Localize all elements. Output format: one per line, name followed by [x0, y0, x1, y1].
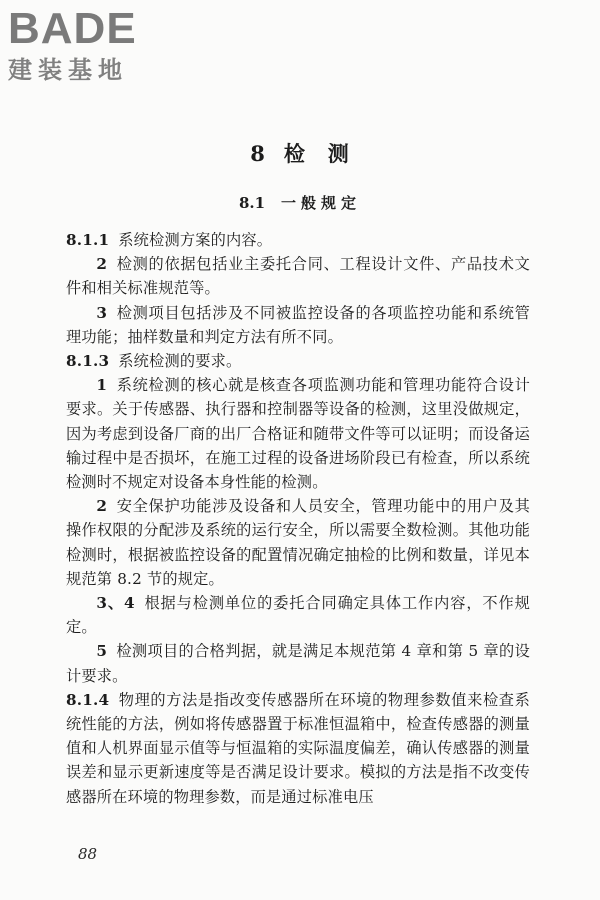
paragraph-text: 物理的方法是指改变传感器所在环境的物理参数值来检查系统性能的方法，例如将传感器置于标准恒温箱中，检查传感器的测量值和人机界面显示值等与恒温箱的实际温度偏差，确认传感器的测量误差和显示更新速度等是否满足设计要求。模拟的方法是指不改变传感器所在环境的物理参数，而是通过标准电压 [66, 690, 530, 806]
item-number: 3 [96, 303, 108, 322]
item-number: 2 [96, 255, 108, 274]
item-number: 5 [96, 642, 108, 661]
section-heading [0, 192, 600, 213]
item-number: 3、4 [96, 594, 135, 613]
section-title: 一般规定 [281, 194, 362, 212]
clause-number: 8.1.3 [66, 352, 110, 371]
paragraph-text: 根据与检测单位的委托合同确定具体工作内容，不作规定。 [66, 594, 530, 637]
paragraph-text: 检测的依据包括业主委托合同、工程设计文件、产品技术文件和相关标准规范等。 [66, 255, 530, 298]
body-text [66, 228, 530, 809]
chapter-title: 检 测 [283, 141, 350, 166]
item-number: 2 [96, 497, 108, 516]
clause-paragraph [66, 349, 530, 373]
paragraph-text: 检测项目包括涉及不同被监控设备的各项监控功能和系统管理功能；抽样数量和判定方法有所不同。 [66, 303, 530, 346]
clause-number: 8.1.1 [66, 231, 110, 249]
chapter-heading [0, 138, 600, 168]
paragraph-text: 检测项目的合格判据，就是满足本规范第 4 章和第 5 章的设计要求。 [66, 642, 530, 685]
item-paragraph [66, 373, 530, 494]
logo-mark: BADE [8, 4, 137, 53]
logo-subtitle: 建装基地 [8, 56, 128, 84]
page-number: 88 [78, 845, 98, 863]
paragraph-text: 系统检测的核心就是核查各项监测功能和管理功能符合设计要求。关于传感器、执行器和控制器等设备的检测，这里没做规定，因为考虑到设备厂商的出厂合格证和随带文件等可以证明；而设备运输过程中是否损坏，在施工过程的设备进场阶段已有检查，所以系统检测时不规定对设备本身性能的检测。 [66, 376, 530, 492]
paragraph-text: 安全保护功能涉及设备和人员安全，管理功能中的用户及其操作权限的分配涉及系统的运行安全，所以需要全数检测。其他功能检测时，根据被监控设备的配置情况确定抽检的比例和数量，详见本规范第 8.2 节的规定。 [66, 497, 530, 588]
item-number: 1 [96, 376, 108, 395]
item-paragraph [66, 252, 530, 300]
item-paragraph [66, 494, 530, 591]
clause-paragraph [66, 228, 530, 252]
item-paragraph [66, 591, 530, 639]
section-number: 8.1 [238, 194, 266, 212]
paragraph-text: 系统检测的要求。 [118, 352, 242, 371]
clause-paragraph [66, 688, 530, 809]
chapter-number: 8 [250, 141, 266, 166]
publisher-logo [8, 6, 178, 84]
clause-number: 8.1.4 [66, 690, 110, 709]
item-paragraph [66, 301, 530, 349]
paragraph-text: 系统检测方案的内容。 [118, 231, 273, 249]
item-paragraph [66, 639, 530, 687]
